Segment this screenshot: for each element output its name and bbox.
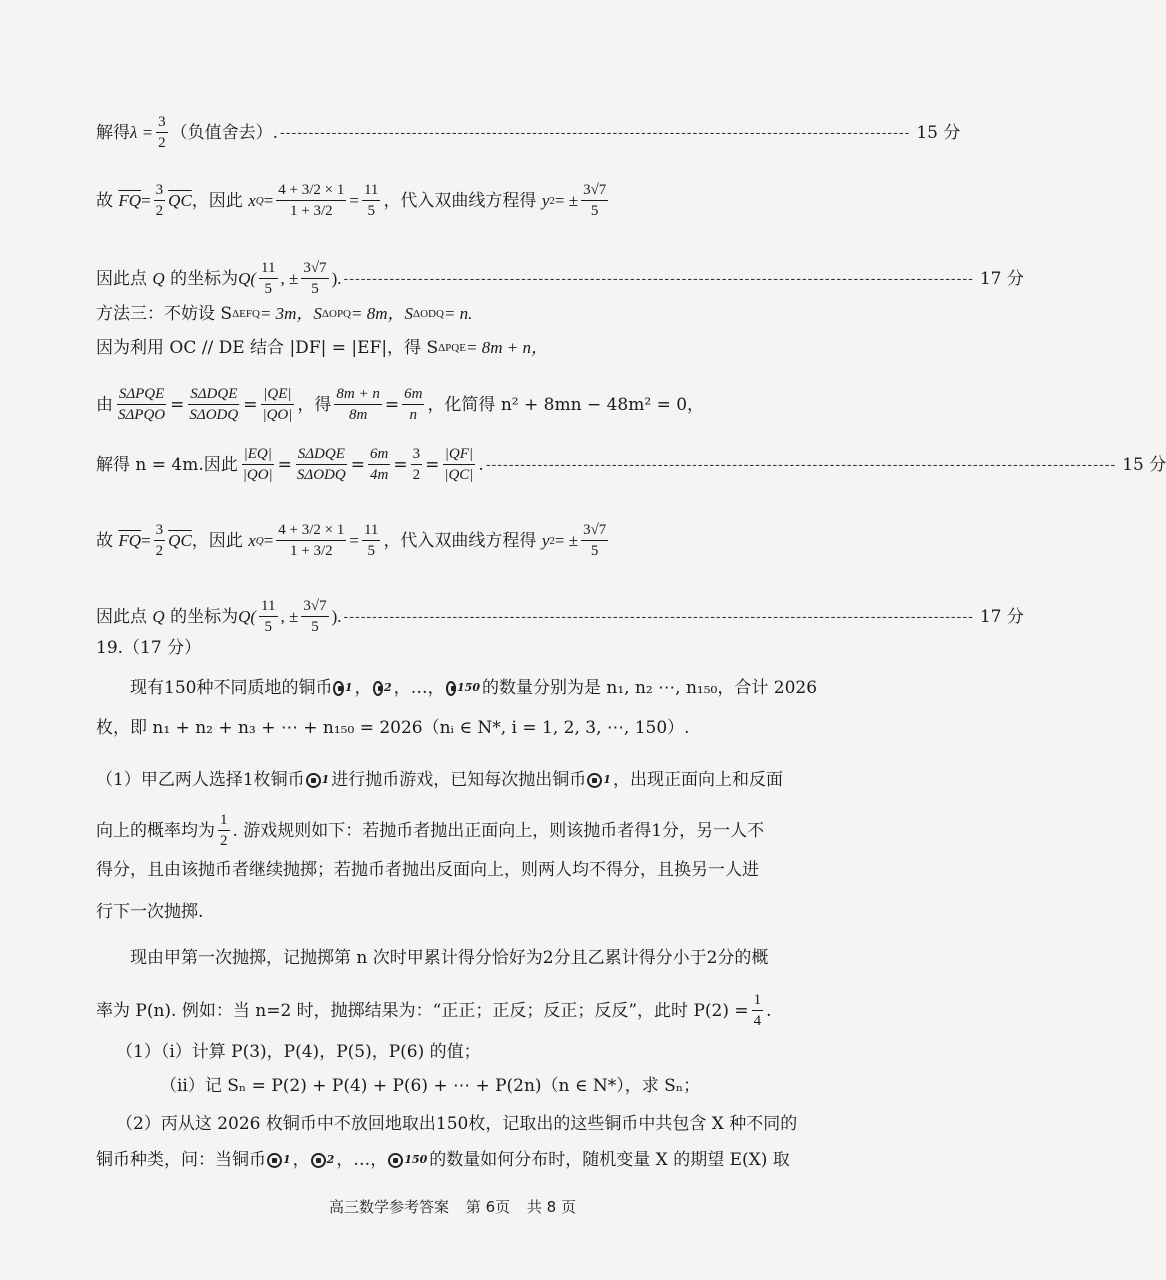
frac-den: 2 <box>412 467 421 483</box>
close-paren: ). <box>331 606 342 626</box>
fraction <box>154 520 166 561</box>
frac-num: |QF| <box>443 444 475 465</box>
frac-den: 5 <box>264 619 273 635</box>
solution-line-lambda <box>96 112 961 153</box>
question-1-ii <box>160 1074 817 1098</box>
frac-den: 5 <box>264 281 273 297</box>
frac-den: |QO| <box>262 407 293 423</box>
equals-pm: = ± <box>554 530 579 550</box>
coin-sub: 150 <box>404 1153 428 1166</box>
text-prefix: 由 <box>96 394 113 415</box>
frac-num: 8m + n <box>334 384 381 405</box>
dot-leader: -------------------------------------------------------------------------------------------------------------- <box>343 608 974 625</box>
var-y: y <box>541 530 550 550</box>
text: 的坐标为 <box>170 606 239 627</box>
frac-num: 3 <box>154 180 166 201</box>
score-mark: 15 分 <box>1122 454 1166 475</box>
coin-icon <box>306 773 321 788</box>
coin-sub: 1 <box>283 1153 291 1166</box>
para-2-line-4 <box>96 900 817 924</box>
solution-line-xq-1 <box>96 180 817 221</box>
frac-num: SΔDQE <box>296 444 347 465</box>
equals: = <box>263 190 274 210</box>
frac-den: 8m <box>348 407 368 423</box>
text: （ii）记 Sₙ = P(2) + P(4) + P(6) + ⋯ + P(2n)（n ∈ N*），求 Sₙ； <box>160 1076 701 1096</box>
question-2-line-2 <box>96 1148 817 1172</box>
para-2-line-2 <box>96 810 817 851</box>
frac-num: 11 <box>259 596 277 617</box>
fraction-big <box>276 520 346 561</box>
fraction <box>362 520 380 561</box>
text: ，出现正面向上和反面 <box>612 770 783 790</box>
var-sub: 2 <box>549 194 555 207</box>
question-1-i <box>116 1040 817 1064</box>
comma: , ± <box>280 606 299 626</box>
para-2-line-1 <box>96 768 817 792</box>
close-paren: ). <box>331 268 342 288</box>
frac-num: SΔPQE <box>117 384 166 405</box>
frac-num: 6m <box>402 384 424 405</box>
vector-fq: $\overline{FQ}$ <box>118 530 142 550</box>
var-sub: 2 <box>549 534 555 547</box>
frac-num: 1 <box>752 990 764 1011</box>
coin-icon <box>587 773 602 788</box>
note-text: （负值舍去）. <box>170 122 278 143</box>
frac-den: 5 <box>311 281 319 297</box>
text: 的数量如何分布时，随机变量 X 的期望 E(X) 取 <box>429 1150 790 1170</box>
coin-sub: 1 <box>344 681 353 694</box>
para-3-line-1 <box>130 946 817 970</box>
vector-qc: $\overline{QC}$ <box>168 530 192 550</box>
question-2-line-1 <box>116 1112 817 1136</box>
text: 方法三：不妨设 S <box>96 304 233 324</box>
frac-num: 6m <box>368 444 390 465</box>
frac-num: 11 <box>259 258 277 279</box>
text: 行下一次抛掷. <box>96 902 204 922</box>
frac-num: 11 <box>362 180 380 201</box>
page-footer <box>0 1196 905 1217</box>
frac-den: 5 <box>590 543 599 559</box>
fraction <box>368 444 390 485</box>
frac-den: SΔODQ <box>296 467 346 483</box>
coin-icon <box>373 681 383 696</box>
frac-den: 2 <box>158 135 166 151</box>
frac-num: 3 <box>411 444 423 465</box>
frac-num: |EQ| <box>242 444 274 465</box>
sep: ， <box>354 678 372 698</box>
frac-num: 11 <box>362 520 380 541</box>
text: = 8m，S <box>351 304 414 323</box>
text: 因此点 <box>96 268 147 289</box>
frac-den: 5 <box>590 203 599 219</box>
text-prefix: 解得 n = 4m.因此 <box>96 454 238 475</box>
fraction-half <box>218 810 230 851</box>
text: = n. <box>443 304 473 323</box>
equals: = <box>263 530 274 550</box>
var-q: Q <box>152 268 165 288</box>
para-2-line-3 <box>96 858 817 882</box>
fraction <box>241 444 275 485</box>
text: = 3m，S <box>259 304 322 323</box>
para-1-line-2 <box>96 716 817 740</box>
ellipsis: ，…， <box>393 678 445 698</box>
solution-line-xq-2 <box>96 520 817 561</box>
score-mark: 17 分 <box>979 268 1024 289</box>
frac-den: 2 <box>155 543 164 559</box>
text: （1）（i）计算 P(3)，P(4)，P(5)，P(6) 的值； <box>116 1042 481 1062</box>
var-y: y <box>541 190 550 210</box>
dot-leader: -------------------------------------------------------------------------------------------------------------- <box>280 124 911 141</box>
text: 的坐标为 <box>170 268 239 289</box>
dot-leader: -------------------------------------------------------------------------------------------------------------- <box>343 270 974 287</box>
frac-den: 5 <box>367 203 375 219</box>
coin-icon <box>311 1153 326 1168</box>
frac-num: 3√7 <box>581 520 608 541</box>
var-x: x <box>248 530 256 550</box>
text-prefix: 故 <box>96 530 113 551</box>
frac-num: 3 <box>156 112 168 133</box>
frac-den: n <box>409 407 418 423</box>
text: 得分，且由该抛币者继续抛掷；若抛币者抛出反面向上，则两人均不得分，且换另一人进 <box>96 860 759 880</box>
fraction <box>581 520 608 561</box>
frac-num: |QE| <box>261 384 293 405</box>
fraction <box>301 596 328 637</box>
para-1-line-1 <box>130 676 817 700</box>
var-sub: Q <box>255 534 264 547</box>
frac-num: 4 + 3/2 × 1 <box>276 520 346 541</box>
fraction <box>411 444 423 485</box>
equals-pm: = ± <box>554 190 579 210</box>
text: （2）丙从这 2026 枚铜币中不放回地取出150枚，记取出的这些铜币中共包含 X 种不同的 <box>116 1114 798 1134</box>
frac-num: 1 <box>218 810 230 831</box>
lambda-expr: λ = <box>130 122 154 142</box>
para-3-line-2: 率为 P(n). 例如：当 n=2 时，抛掷结果为：“正正；正反；反正；反反”，此时 P(2) = $\frac{1}{4}$ . <box>96 992 772 1029</box>
text: 现由甲第一次抛掷，记抛掷第 n 次时甲累计得分恰好为2分且乙累计得分小于2分的概 <box>130 948 769 968</box>
frac-den: 5 <box>367 543 375 559</box>
text-prefix: 解得 <box>96 122 130 143</box>
frac-den: |QO| <box>242 467 273 483</box>
coin-icon <box>388 1153 403 1168</box>
frac-den: |QC| <box>444 467 474 483</box>
text-tail: ，化简得 n² + 8mn − 48m² = 0， <box>427 394 705 415</box>
text: = 8m + n， <box>465 338 548 357</box>
frac-den: 2 <box>155 203 164 219</box>
fraction <box>259 258 277 299</box>
coin-sub: 2 <box>383 681 392 694</box>
fraction <box>442 444 475 485</box>
text: 因此点 <box>96 606 147 627</box>
frac-den: SΔODQ <box>189 407 239 423</box>
fraction <box>156 112 168 153</box>
frac-den: 5 <box>311 619 319 635</box>
frac-den: 2 <box>220 833 228 849</box>
coin-sub: 2 <box>326 1153 335 1166</box>
area-sub: ΔODQ <box>413 308 444 320</box>
fraction <box>295 444 348 485</box>
area-sub: ΔEFQ <box>232 308 260 320</box>
text: 枚，即 n₁ + n₂ + n₃ + ⋯ + n₁₅₀ = 2026（nᵢ ∈ N*, i = 1, 2, 3, ⋯, 150）. <box>96 718 690 738</box>
var-q: Q( <box>238 606 257 626</box>
problem-heading: 19.（17 分） <box>96 638 202 658</box>
vector-qc: $\overline{QC}$ <box>168 190 192 210</box>
text-tail: ，代入双曲线方程得 <box>383 190 537 211</box>
frac-num: SΔDQE <box>188 384 239 405</box>
coin-icon <box>333 681 343 696</box>
frac-den: SΔPQO <box>118 407 166 423</box>
score-mark: 17 分 <box>979 606 1024 627</box>
dot-leader: -------------------------------------------------------------------------------------------------------------- <box>485 456 1117 473</box>
fraction <box>402 384 424 425</box>
text-tail: ，代入双曲线方程得 <box>383 530 537 551</box>
equals: = <box>141 530 151 550</box>
var-x: x <box>248 190 256 210</box>
frac-num: 4 + 3/2 × 1 <box>276 180 346 201</box>
frac-num: 3√7 <box>301 596 328 617</box>
frac-den: 4 <box>753 1013 762 1029</box>
fraction <box>154 180 166 221</box>
text: 进行抛币游戏，已知每次抛出铜币 <box>331 770 587 790</box>
text-prefix: 故 <box>96 190 113 211</box>
text: 向上的概率均为 <box>96 820 215 841</box>
footer-title: 高三数学参考答案 <box>329 1198 450 1216</box>
var-q: Q <box>152 606 165 626</box>
fraction-quarter <box>752 990 764 1031</box>
frac-den: 1 + 3/2 <box>290 203 333 219</box>
solution-line-coord-2 <box>96 596 1024 637</box>
fraction <box>116 384 167 425</box>
text: 的数量分别为是 n₁, n₂ ⋯, n₁₅₀，合计 2026 <box>482 678 818 698</box>
text: （1）甲乙两人选择1枚铜币 <box>96 770 305 790</box>
text-mid: ，因此 <box>191 190 243 211</box>
score-mark: 15 分 <box>916 122 961 143</box>
coin-sub: 150 <box>457 681 480 694</box>
ratio-line: 由 $\frac{\text{SΔPQE}}{\text{SΔPQO}}$ = $\frac{\text{SΔDQE}}{\text{SΔODQ}}$ = $\frac{|QE|}{|QO|}$ ，得 $\frac{8m + n}{8m}$ = $\frac{6m}{n}$ ，化简得 n² + 8mn − 48m² = 0， <box>96 386 705 423</box>
fraction <box>362 180 380 221</box>
fraction <box>334 384 381 425</box>
fraction <box>260 384 294 425</box>
fraction <box>259 596 277 637</box>
frac-den: 1 + 3/2 <box>290 543 333 559</box>
problem-number <box>96 636 817 660</box>
fraction <box>301 258 328 299</box>
fraction <box>187 384 240 425</box>
coin-sub: 1 <box>603 773 611 786</box>
var-q: Q( <box>238 268 257 288</box>
parallel-line <box>96 336 817 360</box>
coin-icon <box>446 681 456 696</box>
equals: = <box>141 190 151 210</box>
text: 现有150种不同质地的铜币 <box>130 678 333 698</box>
text: 率为 P(n). 例如：当 n=2 时，抛掷结果为：“正正；正反；反正；反反”，此时 P(2) = <box>96 1000 749 1021</box>
text-mid: ，得 <box>297 394 332 415</box>
frac-den: 4m <box>369 467 389 483</box>
sep: ， <box>292 1150 310 1170</box>
method-three-line <box>96 302 817 326</box>
comma: , ± <box>280 268 299 288</box>
solve-n-line: 解得 n = 4m.因此 $\frac{|EQ|}{|QO|}$ = $\frac{\text{SΔDQE}}{\text{SΔODQ}}$ = $\frac{6m}{4m}$ = $\frac{3}{2}$ = $\frac{|QF|}{|QC|}$ . -------------------------------------------------------------------------------------------------------------- 15 分 <box>96 446 1166 483</box>
area-sub: ΔOPQ <box>321 308 352 320</box>
ellipsis: ，…， <box>336 1150 388 1170</box>
text: 铜币种类，问：当铜币 <box>96 1150 266 1170</box>
fraction <box>581 180 608 221</box>
text-mid: ，因此 <box>191 530 243 551</box>
area-sub: ΔPQE <box>438 342 466 354</box>
coin-icon <box>267 1153 282 1168</box>
frac-num: 3√7 <box>301 258 328 279</box>
text: . 游戏规则如下：若抛币者抛出正面向上，则该抛币者得1分，另一人不 <box>232 820 765 841</box>
footer-total: 共 8 页 <box>526 1198 576 1216</box>
frac-num: 3 <box>154 520 166 541</box>
solution-line-coord-1 <box>96 258 1024 299</box>
frac-num: 3√7 <box>581 180 608 201</box>
fraction-big <box>276 180 346 221</box>
equals: = <box>349 530 359 550</box>
equals: = <box>349 190 359 210</box>
text: 因为利用 OC // DE 结合 |DF| = |EF|，得 S <box>96 338 439 358</box>
footer-page: 第 6页 <box>465 1198 511 1216</box>
var-sub: Q <box>255 194 264 207</box>
vector-fq: $\overline{FQ}$ <box>118 190 142 210</box>
coin-sub: 1 <box>321 773 330 786</box>
